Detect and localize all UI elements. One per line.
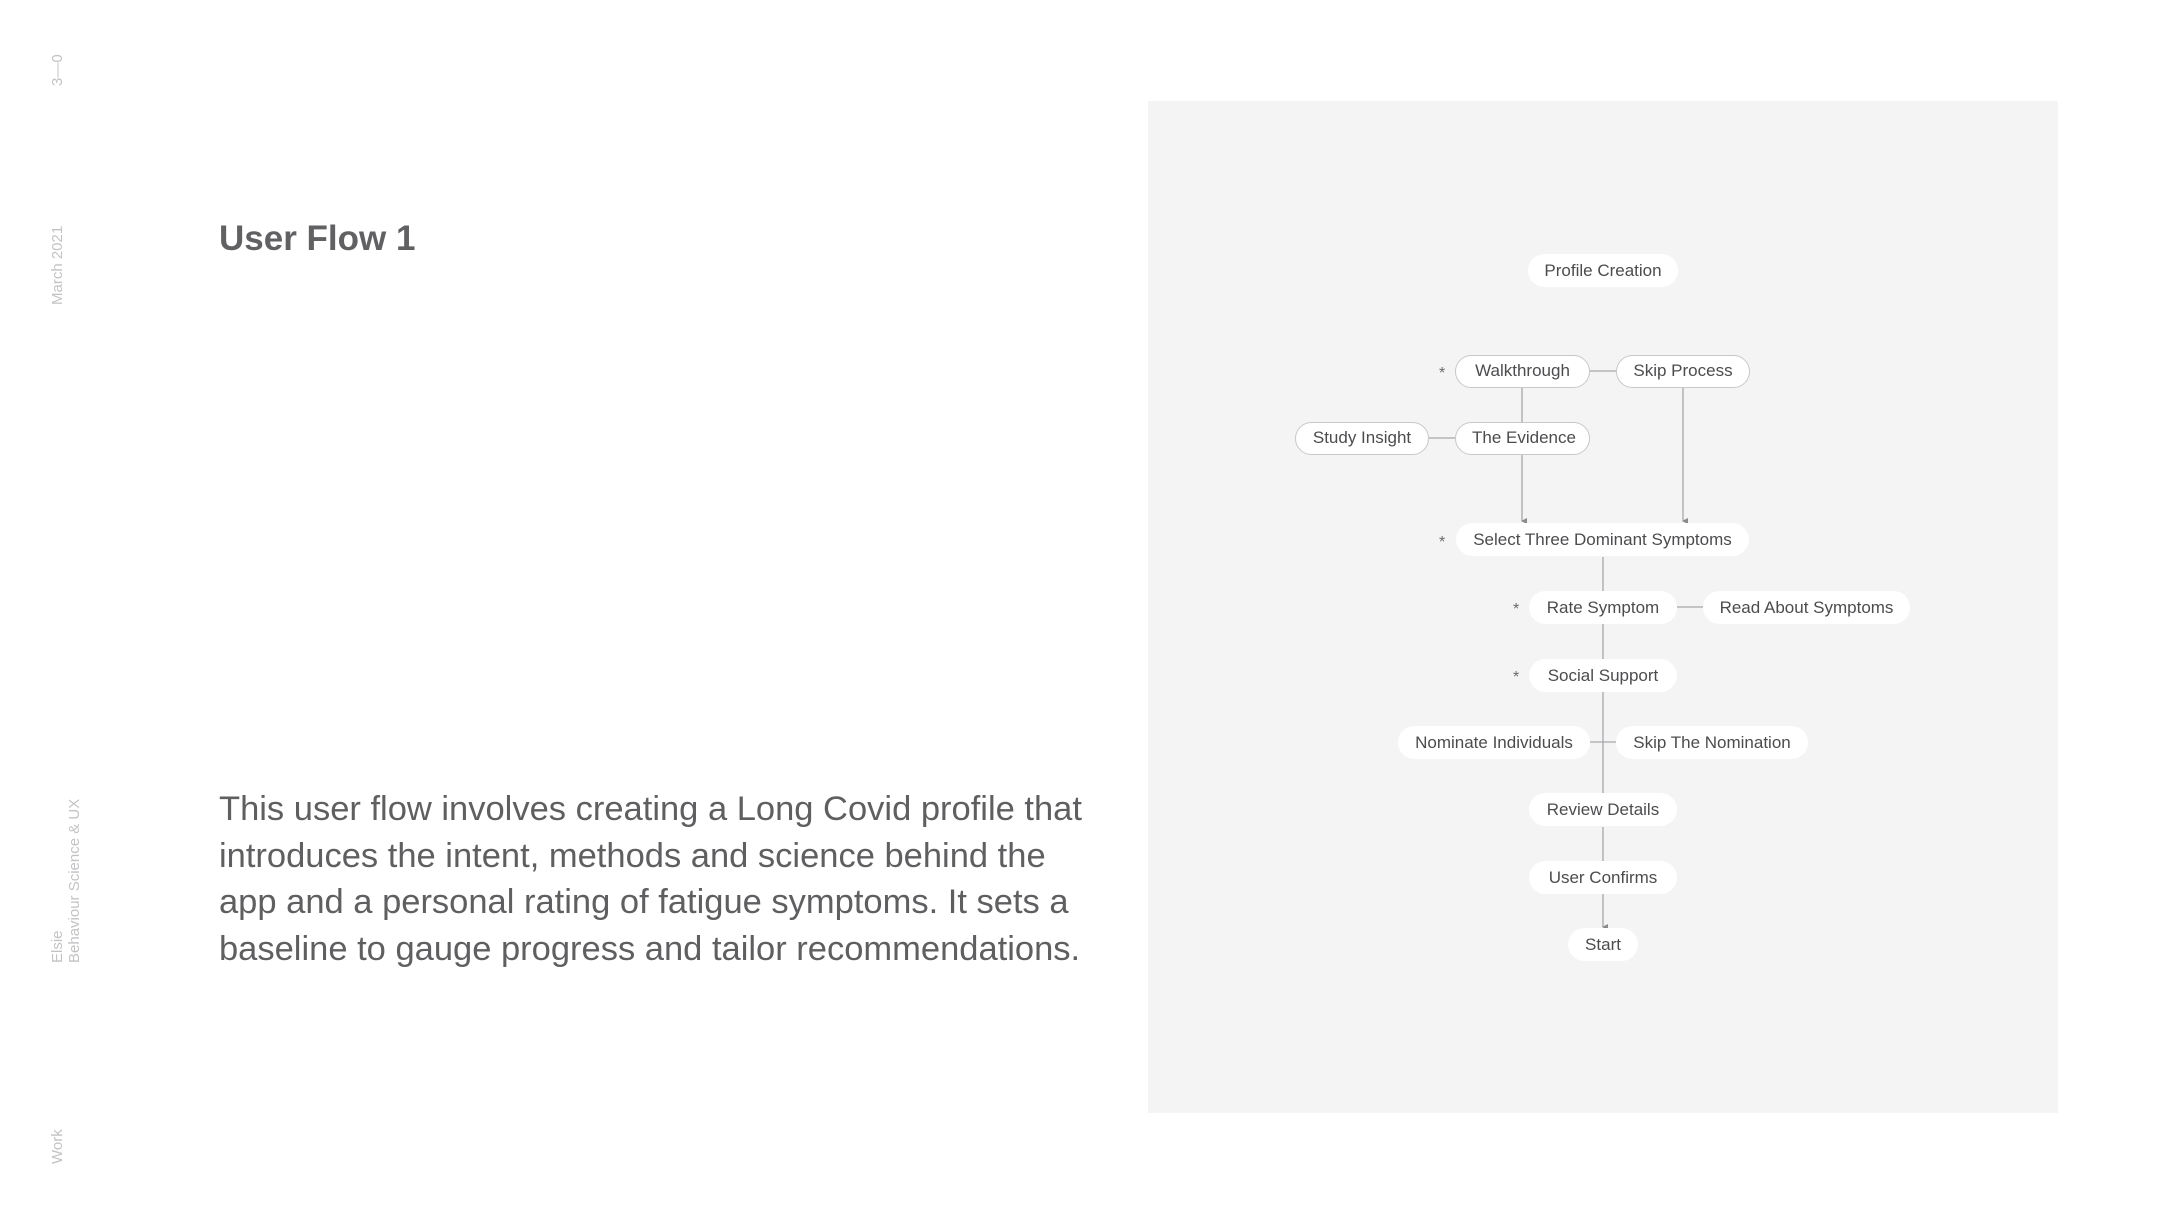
- node-the-evidence: The Evidence: [1455, 422, 1590, 455]
- author-name: Elsie: [49, 930, 66, 963]
- page-number: 3—0: [49, 54, 66, 86]
- author-role: Behaviour Science & UX: [66, 798, 84, 963]
- node-rate-symptom: Rate Symptom: [1529, 591, 1677, 624]
- page-title: User Flow 1: [219, 219, 416, 258]
- node-read-about-symptoms: Read About Symptoms: [1703, 591, 1910, 624]
- node-nominate-individuals: Nominate Individuals: [1398, 726, 1590, 759]
- required-star-icon: *: [1439, 534, 1446, 551]
- section-label: Work: [49, 1129, 66, 1164]
- node-select-symptoms: Select Three Dominant Symptoms: [1456, 523, 1749, 556]
- node-study-insight: Study Insight: [1295, 422, 1429, 455]
- flow-description: This user flow involves creating a Long Covid profile that introduces the intent, methods and science behind the app and a personal rating of fatigue symptoms. It sets a baseline to gauge progress and tailor recommendations.: [219, 790, 1082, 968]
- node-review-details: Review Details: [1529, 793, 1677, 826]
- node-walkthrough: Walkthrough: [1455, 355, 1590, 388]
- node-user-confirms: User Confirms: [1529, 861, 1677, 894]
- required-star-icon: *: [1513, 601, 1520, 618]
- date-label: March 2021: [49, 225, 66, 305]
- node-start: Start: [1568, 928, 1638, 961]
- required-star-icon: *: [1513, 669, 1520, 686]
- node-social-support: Social Support: [1529, 659, 1677, 692]
- node-profile-creation: Profile Creation: [1528, 254, 1678, 287]
- author-credit: [49, 799, 84, 963]
- node-skip-nomination: Skip The Nomination: [1616, 726, 1808, 759]
- required-star-icon: *: [1439, 365, 1446, 382]
- node-skip-process: Skip Process: [1616, 355, 1750, 388]
